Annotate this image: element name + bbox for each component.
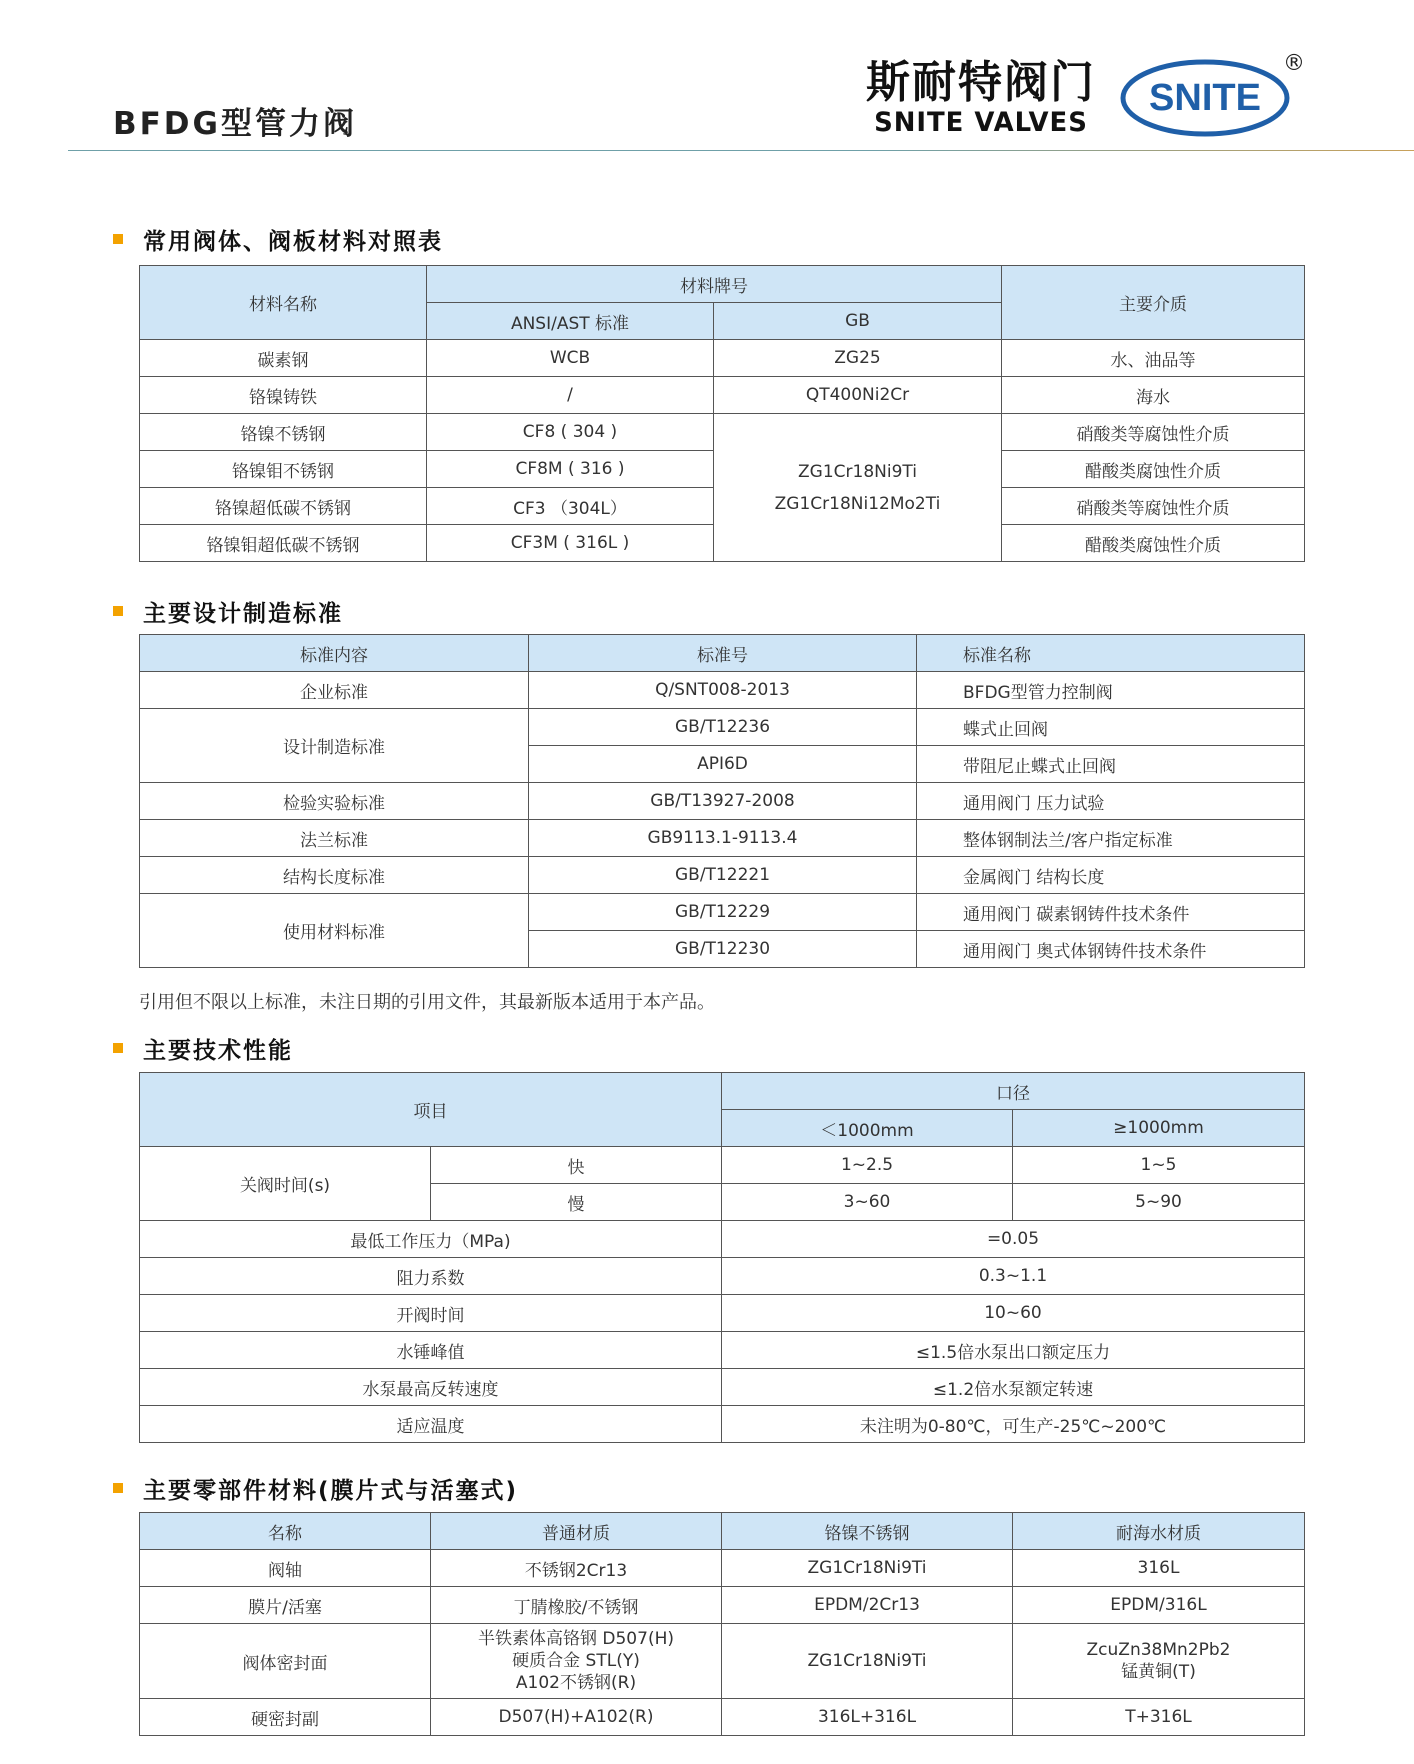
section-bullet	[113, 1043, 123, 1053]
section-title-standards	[113, 596, 343, 626]
cell-ansi: WCB	[427, 340, 714, 377]
cell-performance-label: 开阀时间	[140, 1295, 722, 1332]
cell-material-name: 碳素钢	[140, 340, 427, 377]
section-bullet	[113, 234, 123, 244]
cell-performance-value: 未注明为0-80℃，可生产-25℃~200℃	[722, 1406, 1305, 1443]
table-row	[140, 1699, 1305, 1736]
cell-close-fast-label: 快	[431, 1147, 722, 1184]
cell-standard-content: 使用材料标准	[140, 894, 529, 968]
cell-material-name: 铬镍钼不锈钢	[140, 451, 427, 488]
cell-ansi: CF8 ( 304 )	[427, 414, 714, 451]
section-title-parts	[113, 1473, 518, 1503]
cell-standard-number: Q/SNT008-2013	[529, 672, 917, 709]
cell-close-slow-large: 5~90	[1013, 1184, 1305, 1221]
common-line: 硬质合金 STL(Y)	[512, 1651, 640, 1671]
section-title-text: 主要设计制造标准	[143, 600, 343, 627]
performance-table	[139, 1072, 1305, 1443]
header-divider	[68, 150, 1414, 151]
table-row	[140, 377, 1305, 414]
cell-ansi: CF3M ( 316L )	[427, 525, 714, 562]
header-material-name: 材料名称	[140, 266, 427, 340]
cell-performance-value: ≤1.2倍水泵额定转速	[722, 1369, 1305, 1406]
section-title-text: 常用阀体、阀板材料对照表	[143, 228, 443, 255]
table-row	[140, 1369, 1305, 1406]
cell-performance-label: 适应温度	[140, 1406, 722, 1443]
cell-medium: 醋酸类腐蚀性介质	[1002, 451, 1305, 488]
cell-standard-name: 带阻尼止蝶式止回阀	[917, 746, 1305, 783]
common-line: A102不锈钢(R)	[515, 1673, 637, 1693]
parts-table	[139, 1512, 1305, 1736]
logo-text: SNITE	[1149, 77, 1261, 119]
table-row	[140, 1550, 1305, 1587]
cell-standard-name: 通用阀门 压力试验	[917, 783, 1305, 820]
cell-standard-number: GB/T12236	[529, 709, 917, 746]
standards-note: 引用但不限以上标准，未注日期的引用文件，其最新版本适用于本产品。	[139, 992, 715, 1013]
standards-table	[139, 634, 1305, 968]
table-row	[140, 1147, 1305, 1184]
header-ansi: ANSI/AST 标准	[427, 303, 714, 340]
cell-medium: 醋酸类腐蚀性介质	[1002, 525, 1305, 562]
cell-stainless: 316L+316L	[722, 1699, 1013, 1736]
header-diameter: 口径	[722, 1073, 1305, 1110]
cell-close-slow-label: 慢	[431, 1184, 722, 1221]
cell-stainless: EPDM/2Cr13	[722, 1587, 1013, 1624]
gb-merged-line-1: ZG1Cr18Ni9Ti	[798, 461, 917, 482]
materials-table	[139, 265, 1305, 562]
header-standard-number: 标准号	[529, 635, 917, 672]
cell-performance-value: 10~60	[722, 1295, 1305, 1332]
cell-seawater-multiline	[1013, 1624, 1305, 1699]
page-title: BFDG型管力阀	[113, 106, 357, 142]
table-row	[140, 1332, 1305, 1369]
cell-ansi: CF8M ( 316 )	[427, 451, 714, 488]
cell-standard-number: API6D	[529, 746, 917, 783]
cell-medium: 海水	[1002, 377, 1305, 414]
registered-mark: ®	[1283, 51, 1305, 76]
header-seawater: 耐海水材质	[1013, 1513, 1305, 1550]
cell-performance-label: 水锤峰值	[140, 1332, 722, 1369]
snite-logo	[1120, 48, 1310, 140]
cell-common: 不锈钢2Cr13	[431, 1550, 722, 1587]
header-part-name: 名称	[140, 1513, 431, 1550]
header-stainless: 铬镍不锈钢	[722, 1513, 1013, 1550]
cell-gb-merged	[714, 414, 1002, 562]
cell-medium: 水、油品等	[1002, 340, 1305, 377]
cell-part-name: 硬密封副	[140, 1699, 431, 1736]
header-gb: GB	[714, 303, 1002, 340]
cell-medium: 硝酸类等腐蚀性介质	[1002, 414, 1305, 451]
header-diameter-large: ≥1000mm	[1013, 1110, 1305, 1147]
section-bullet	[113, 606, 123, 616]
cell-ansi: /	[427, 377, 714, 414]
cell-standard-name: 金属阀门 结构长度	[917, 857, 1305, 894]
section-bullet	[113, 1483, 123, 1493]
cell-stainless: ZG1Cr18Ni9Ti	[722, 1550, 1013, 1587]
cell-standard-name: 通用阀门 碳素钢铸件技术条件	[917, 894, 1305, 931]
table-row	[140, 414, 1305, 451]
cell-gb: QT400Ni2Cr	[714, 377, 1002, 414]
cell-performance-value: 0.3~1.1	[722, 1258, 1305, 1295]
cell-standard-name: 整体钢制法兰/客户指定标准	[917, 820, 1305, 857]
section-title-materials	[113, 224, 443, 254]
cell-seawater: 316L	[1013, 1550, 1305, 1587]
table-row	[140, 783, 1305, 820]
seawater-line: ZcuZn38Mn2Pb2	[1086, 1640, 1231, 1660]
brand-name	[866, 58, 1096, 138]
cell-performance-label: 水泵最高反转速度	[140, 1369, 722, 1406]
cell-standard-content: 检验实验标准	[140, 783, 529, 820]
table-row	[140, 1295, 1305, 1332]
cell-common: D507(H)+A102(R)	[431, 1699, 722, 1736]
cell-standard-number: GB/T12229	[529, 894, 917, 931]
cell-seawater: EPDM/316L	[1013, 1587, 1305, 1624]
common-line: 半铁素体高铬钢 D507(H)	[478, 1629, 674, 1649]
cell-ansi: CF3 （304L）	[427, 488, 714, 525]
table-row	[140, 1624, 1305, 1699]
cell-medium: 硝酸类等腐蚀性介质	[1002, 488, 1305, 525]
cell-standard-content: 结构长度标准	[140, 857, 529, 894]
table-row	[140, 894, 1305, 931]
section-title-performance	[113, 1033, 293, 1063]
cell-standard-name: BFDG型管力控制阀	[917, 672, 1305, 709]
cell-standard-content: 设计制造标准	[140, 709, 529, 783]
cell-standard-name: 通用阀门 奥式体钢铸件技术条件	[917, 931, 1305, 968]
table-row	[140, 820, 1305, 857]
header-common-material: 普通材质	[431, 1513, 722, 1550]
cell-standard-content: 企业标准	[140, 672, 529, 709]
cell-close-slow-small: 3~60	[722, 1184, 1013, 1221]
cell-material-name: 铬镍超低碳不锈钢	[140, 488, 427, 525]
table-row	[140, 1221, 1305, 1258]
brand-name-en: SNITE VALVES	[874, 107, 1088, 138]
cell-material-name: 铬镍铸铁	[140, 377, 427, 414]
cell-common: 丁腈橡胶/不锈钢	[431, 1587, 722, 1624]
cell-performance-value: ≤1.5倍水泵出口额定压力	[722, 1332, 1305, 1369]
cell-standard-number: GB9113.1-9113.4	[529, 820, 917, 857]
table-row	[140, 1587, 1305, 1624]
cell-part-name: 阀体密封面	[140, 1624, 431, 1699]
section-title-text: 主要技术性能	[143, 1037, 293, 1064]
brand-name-cn: 斯耐特阀门	[866, 57, 1096, 108]
table-row	[140, 340, 1305, 377]
cell-material-name: 铬镍不锈钢	[140, 414, 427, 451]
table-row	[140, 672, 1305, 709]
cell-standard-number: GB/T12221	[529, 857, 917, 894]
cell-performance-label: 阻力系数	[140, 1258, 722, 1295]
cell-performance-label: 最低工作压力（MPa)	[140, 1221, 722, 1258]
cell-stainless: ZG1Cr18Ni9Ti	[722, 1624, 1013, 1699]
cell-performance-value: =0.05	[722, 1221, 1305, 1258]
cell-material-name: 铬镍钼超低碳不锈钢	[140, 525, 427, 562]
table-row	[140, 1258, 1305, 1295]
seawater-line: 锰黄铜(T)	[1121, 1662, 1196, 1682]
cell-standard-name: 蝶式止回阀	[917, 709, 1305, 746]
cell-close-fast-large: 1~5	[1013, 1147, 1305, 1184]
header-material-grade: 材料牌号	[427, 266, 1002, 303]
cell-standard-content: 法兰标准	[140, 820, 529, 857]
cell-seawater: T+316L	[1013, 1699, 1305, 1736]
gb-merged-line-2: ZG1Cr18Ni12Mo2Ti	[774, 493, 941, 514]
table-row	[140, 709, 1305, 746]
table-row	[140, 857, 1305, 894]
cell-close-fast-small: 1~2.5	[722, 1147, 1013, 1184]
header-standard-name: 标准名称	[917, 635, 1305, 672]
section-title-text: 主要零部件材料(膜片式与活塞式)	[143, 1477, 519, 1504]
header-main-medium: 主要介质	[1002, 266, 1305, 340]
table-row	[140, 1406, 1305, 1443]
header-standard-content: 标准内容	[140, 635, 529, 672]
cell-gb: ZG25	[714, 340, 1002, 377]
cell-part-name: 阀轴	[140, 1550, 431, 1587]
cell-standard-number: GB/T12230	[529, 931, 917, 968]
cell-part-name: 膜片/活塞	[140, 1587, 431, 1624]
header-item: 项目	[140, 1073, 722, 1147]
header-diameter-small: ＜1000mm	[722, 1110, 1013, 1147]
cell-close-time-label: 关阀时间(s)	[140, 1147, 431, 1221]
cell-common-multiline	[431, 1624, 722, 1699]
cell-standard-number: GB/T13927-2008	[529, 783, 917, 820]
